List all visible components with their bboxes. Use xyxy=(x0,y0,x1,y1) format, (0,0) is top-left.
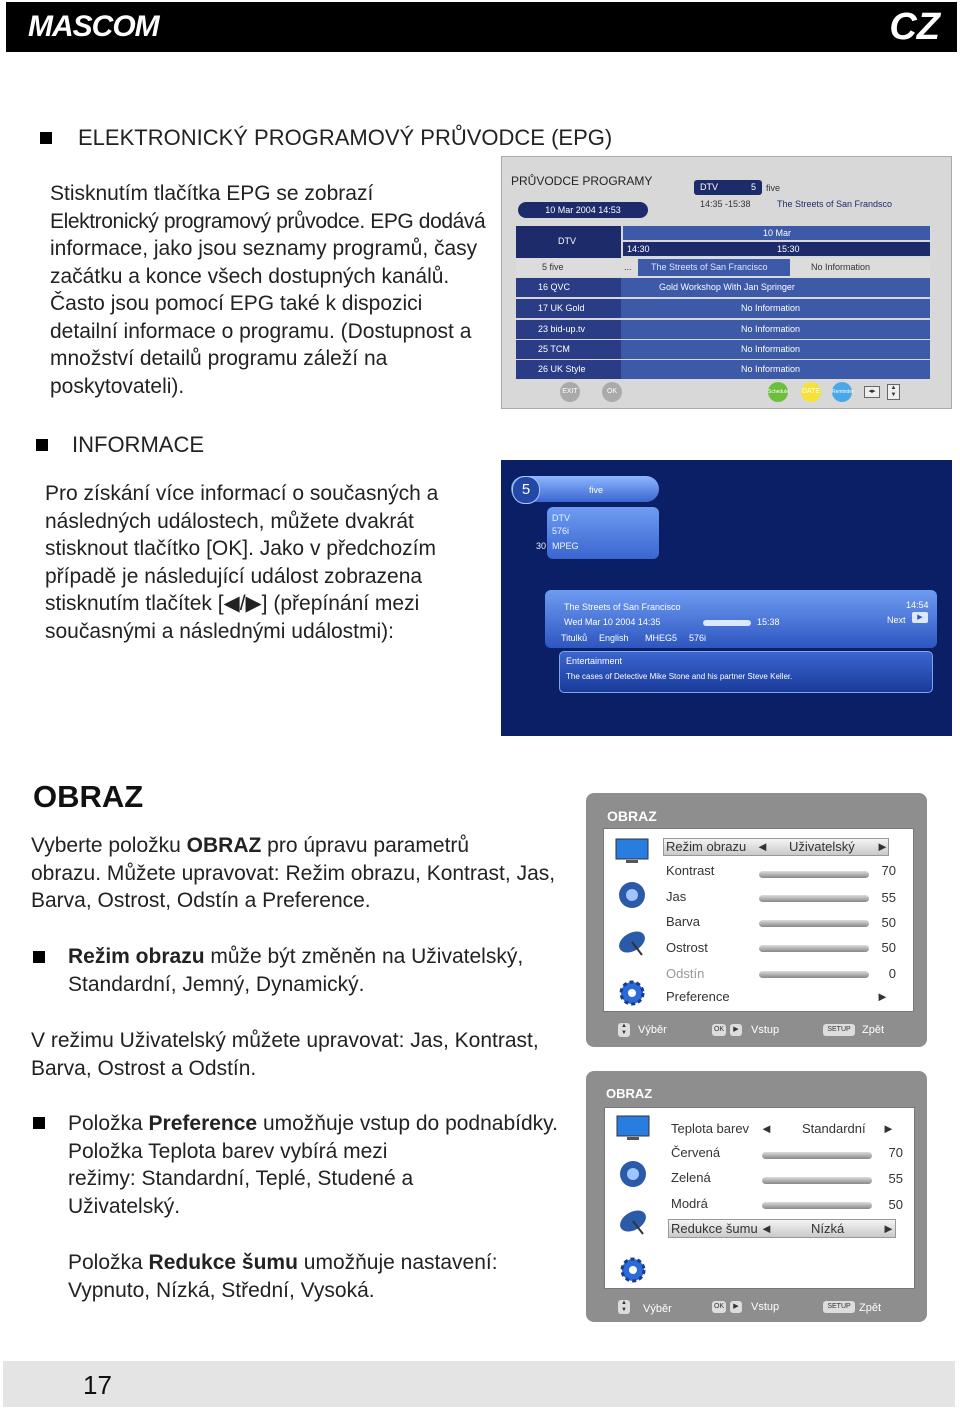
text-bold: OBRAZ xyxy=(186,834,262,857)
epg-row[interactable] xyxy=(516,340,930,359)
epg-time-bar xyxy=(623,242,930,256)
info-line: současnými a následnými událostmi): xyxy=(45,619,394,643)
epg-day: 10 Mar xyxy=(763,228,792,238)
epg-program-title: The Streets of San Frandsco xyxy=(777,199,893,209)
info-program: The Streets of San Francisco xyxy=(564,602,681,612)
epg-line: detailní informace o programu. (Dostupnost a xyxy=(50,319,472,343)
text: může být změněn na Uživatelský, xyxy=(204,945,524,968)
epg-row-program: Gold Workshop With Jan Springer xyxy=(659,282,795,292)
menu-item-label[interactable]: Preference xyxy=(666,989,730,1004)
menu-item-value: 70 xyxy=(881,863,896,878)
arrow-right-icon[interactable]: ► xyxy=(876,989,889,1004)
bullet-icon xyxy=(33,951,45,963)
info-paragraph xyxy=(45,480,495,645)
epg-exit-button[interactable]: EXIT xyxy=(560,382,580,402)
epg-screenshot xyxy=(501,156,952,409)
obraz-paragraph-1 xyxy=(31,832,591,915)
epg-date: 10 Mar 2004 14:53 xyxy=(518,202,648,218)
obraz-menu-panel xyxy=(586,793,927,1047)
epg-row-program: The Streets of San Francisco xyxy=(651,262,768,272)
footer-select: Výběr xyxy=(638,1024,667,1036)
brightness-slider[interactable] xyxy=(759,895,869,902)
info-end-time: 15:38 xyxy=(757,617,780,627)
temp-label[interactable]: Teplota barev xyxy=(671,1121,750,1136)
arrow-left-icon[interactable]: ◄ xyxy=(760,1221,773,1236)
obraz-paragraph-2 xyxy=(31,1027,591,1082)
text: Položka xyxy=(68,1251,149,1274)
arrow-right-icon[interactable]: ► xyxy=(876,839,889,854)
epg-line: množství detailů programu záleží na xyxy=(50,347,388,370)
footer-enter: Vstup xyxy=(751,1024,780,1036)
temp-value: Standardní xyxy=(802,1121,866,1136)
obraz-submenu-panel xyxy=(586,1071,927,1322)
page-footer xyxy=(3,1361,955,1407)
sharpness-slider[interactable] xyxy=(759,945,869,952)
audio-icon xyxy=(614,879,650,911)
brand-logo: MASCOM xyxy=(28,10,159,43)
obraz-title: OBRAZ xyxy=(33,779,144,814)
color-slider[interactable] xyxy=(759,920,869,927)
epg-channel-pill xyxy=(694,180,762,195)
epg-row[interactable] xyxy=(516,299,930,318)
epg-row-channel: 17 UK Gold xyxy=(538,303,585,313)
info-tag: 576i xyxy=(689,633,707,643)
epg-row-channel: 16 QVC xyxy=(538,282,571,292)
info-line: případě je následující událost zobrazena xyxy=(45,564,423,588)
info-line: následných událostech, můžete dvakrát xyxy=(45,509,414,533)
menu-item-label: Odstín xyxy=(666,966,705,981)
noise-value: Nízká xyxy=(811,1221,845,1236)
info-mpeg: MPEG xyxy=(552,541,579,551)
epg-row-channel: 5 five xyxy=(542,262,564,272)
green-slider[interactable] xyxy=(762,1177,872,1184)
epg-line: poskytovateli). xyxy=(50,374,185,398)
tint-slider xyxy=(759,971,869,978)
epg-day-bar xyxy=(623,226,930,240)
arrow-right-icon[interactable]: ► xyxy=(882,1121,895,1136)
epg-col-header xyxy=(516,226,621,259)
text: umožňuje vstup do podnabídky. xyxy=(257,1112,558,1135)
epg-row[interactable] xyxy=(516,258,930,277)
text: Barva, Ostrost, Odstín a Preference. xyxy=(31,889,371,912)
epg-updown-icon[interactable]: ▲ ▼ xyxy=(887,384,900,400)
info-channel-num: 5 xyxy=(512,476,540,504)
info-line: stisknout tlačítko [OK]. Jako v předchozím xyxy=(45,537,436,560)
text-bold: Režim obrazu xyxy=(68,945,205,968)
menu-title: OBRAZ xyxy=(607,808,657,824)
play-icon[interactable]: ▶ xyxy=(730,1301,742,1313)
bullet-icon xyxy=(40,132,52,144)
epg-row[interactable] xyxy=(516,320,930,339)
bullet-icon xyxy=(36,439,48,451)
mode-label: Režim obrazu xyxy=(666,839,747,854)
epg-heading: ELEKTRONICKÝ PROGRAMOVÝ PRŮVODCE (EPG) xyxy=(78,125,613,150)
epg-row-channel: 25 TCM xyxy=(538,344,570,354)
gear-icon xyxy=(614,977,650,1009)
menu-item-label[interactable]: Jas xyxy=(666,889,687,904)
menu-item-value: 50 xyxy=(881,940,896,955)
tv-icon xyxy=(614,835,650,867)
epg-channel-num: 5 xyxy=(751,182,757,192)
audio-icon xyxy=(615,1158,651,1190)
menu-item-value: 50 xyxy=(888,1197,903,1212)
epg-row-dots: ... xyxy=(624,262,632,272)
menu-list xyxy=(603,828,914,1012)
updown-icon[interactable]: ▲ ▼ xyxy=(618,1023,630,1037)
menu-item-label[interactable]: Kontrast xyxy=(666,863,715,878)
info-line: stisknutím tlačítek [◀/▶] (přepínání mezi xyxy=(45,592,420,615)
ok-key[interactable]: OK xyxy=(712,1301,726,1313)
play-icon[interactable]: ▶ xyxy=(912,612,928,623)
mode-value: Uživatelský xyxy=(789,839,855,854)
menu-title: OBRAZ xyxy=(606,1086,653,1101)
info-tag: English xyxy=(599,633,629,643)
setup-key[interactable]: SETUP xyxy=(823,1024,855,1036)
info-screenshot xyxy=(501,460,952,736)
contrast-slider[interactable] xyxy=(759,871,869,878)
epg-col-header-label: DTV xyxy=(558,236,576,246)
epg-line: Často jsou pomocí EPG také k dispozici xyxy=(50,292,423,315)
epg-row-program: No Information xyxy=(741,364,801,374)
epg-line: začátku a konce všech dostupných kanálů. xyxy=(50,264,450,288)
epg-reminder-button[interactable]: Reminder xyxy=(832,382,852,402)
info-channel-name: five xyxy=(589,485,604,495)
epg-page-icon[interactable]: ◂▸ xyxy=(864,386,880,398)
info-description: The cases of Detective Mike Stone and his partner Steve Keller. xyxy=(566,672,793,681)
epg-date-button[interactable]: DATE xyxy=(801,382,821,402)
epg-row-channel: 26 UK Style xyxy=(538,364,586,374)
epg-paragraph xyxy=(50,180,500,400)
epg-channel-pill-label: DTV xyxy=(700,182,718,192)
menu-item-label[interactable]: Zelená xyxy=(671,1170,711,1185)
arrow-left-icon[interactable]: ◄ xyxy=(760,1121,773,1136)
menu-item-label[interactable]: Ostrost xyxy=(666,940,708,955)
text: umožňuje nastavení: xyxy=(297,1251,498,1274)
obraz-bullet-1 xyxy=(68,943,588,998)
epg-line: Stisknutím tlačítka EPG se zobrazí xyxy=(50,182,374,205)
noise-label: Redukce šumu xyxy=(671,1221,758,1236)
epg-line: Elektronický programový průvodce. EPG dodává xyxy=(50,209,486,233)
text: pro úpravu parametrů xyxy=(261,834,470,857)
epg-row-extra: No Information xyxy=(811,262,871,272)
updown-icon[interactable]: ▲ ▼ xyxy=(618,1300,630,1314)
info-tag: MHEG5 xyxy=(645,633,678,643)
text: Vyberte položku xyxy=(31,834,187,857)
language-code: CZ xyxy=(889,6,940,48)
info-progress-bar xyxy=(703,620,751,626)
epg-line: informace, jako jsou seznamy programů, časy xyxy=(50,237,478,260)
info-date: Wed Mar 10 2004 14:35 xyxy=(564,617,661,627)
info-line: Pro získání více informací o současných a xyxy=(45,482,439,505)
text: Položka Teplota barev vybírá mezi xyxy=(68,1139,388,1163)
epg-time-range: 14:35 -15:38 xyxy=(700,199,751,209)
menu-item-label[interactable]: Červená xyxy=(671,1145,721,1160)
epg-row-program: No Information xyxy=(741,324,801,334)
epg-ok-button[interactable]: OK xyxy=(602,382,622,402)
text: Uživatelský. xyxy=(68,1194,181,1218)
menu-item-value: 55 xyxy=(888,1171,903,1186)
obraz-paragraph-3 xyxy=(68,1249,588,1304)
page-number: 17 xyxy=(83,1370,112,1400)
bullet-icon xyxy=(33,1117,45,1129)
footer-enter: Vstup xyxy=(751,1301,780,1313)
text: Položka xyxy=(68,1112,149,1135)
arrow-right-icon[interactable]: ► xyxy=(882,1221,895,1236)
menu-item-value: 0 xyxy=(888,966,896,981)
text: režimy: Standardní, Teplé, Studené a xyxy=(68,1167,414,1190)
menu-item-value: 50 xyxy=(881,915,896,930)
epg-row-program: No Information xyxy=(741,303,801,313)
menu-item-label[interactable]: Modrá xyxy=(671,1196,708,1211)
epg-title: PRŮVODCE PROGRAMY xyxy=(511,174,653,188)
epg-row[interactable] xyxy=(516,360,930,379)
menu-item-label[interactable]: Barva xyxy=(666,914,700,929)
gear-icon xyxy=(615,1254,651,1286)
epg-time-2: 15:30 xyxy=(777,244,800,254)
epg-row-channel: 23 bid-up.tv xyxy=(538,324,586,334)
epg-channel-name: five xyxy=(766,183,781,193)
menu-list xyxy=(604,1107,915,1289)
epg-row[interactable] xyxy=(516,278,930,297)
info-num-30: 30 xyxy=(536,541,547,551)
tv-icon xyxy=(615,1112,651,1144)
epg-row-program: No Information xyxy=(741,344,801,354)
epg-schedule-button[interactable]: Schedule xyxy=(768,382,788,402)
info-resolution: 576i xyxy=(552,526,570,536)
text: obrazu. Můžete upravovat: Režim obrazu, Kontrast, Jas, xyxy=(31,861,556,885)
text-bold: Preference xyxy=(148,1112,258,1135)
footer-back: Zpět xyxy=(862,1024,885,1036)
footer-select: Výběr xyxy=(643,1303,672,1315)
info-clock: 14:54 xyxy=(906,600,929,610)
play-icon[interactable]: ▶ xyxy=(730,1024,742,1036)
menu-item-value: 70 xyxy=(888,1145,903,1160)
menu-item-value: 55 xyxy=(881,890,896,905)
text: Vypnuto, Nízká, Střední, Vysoká. xyxy=(68,1278,375,1302)
satellite-icon xyxy=(614,927,650,959)
footer-back: Zpět xyxy=(859,1302,882,1314)
satellite-icon xyxy=(615,1206,651,1238)
red-slider[interactable] xyxy=(762,1152,872,1159)
info-genre: Entertainment xyxy=(566,656,623,666)
blue-slider[interactable] xyxy=(762,1202,872,1209)
obraz-bullet-2 xyxy=(68,1110,588,1220)
arrow-left-icon[interactable]: ◄ xyxy=(756,839,769,854)
ok-key[interactable]: OK xyxy=(712,1024,726,1036)
setup-key[interactable]: SETUP xyxy=(823,1301,855,1313)
info-next-label: Next xyxy=(887,615,906,625)
info-dtv: DTV xyxy=(552,513,570,523)
epg-time-1: 14:30 xyxy=(627,244,650,254)
info-tag: Titulků xyxy=(561,633,588,643)
text: V režimu Uživatelský můžete upravovat: Jas, Kontrast, xyxy=(31,1029,539,1052)
text: Standardní, Jemný, Dynamický. xyxy=(68,972,365,996)
info-heading: INFORMACE xyxy=(72,432,204,457)
text: Barva, Ostrost a Odstín. xyxy=(31,1056,257,1080)
text-bold: Redukce šumu xyxy=(148,1251,298,1274)
